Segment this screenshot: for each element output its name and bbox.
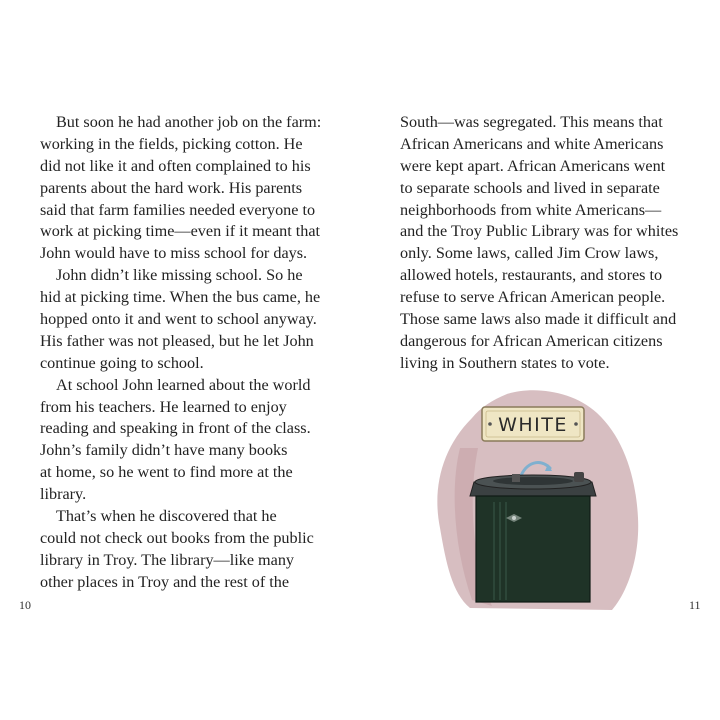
text-line: Those same laws also made it difficult and — [400, 310, 677, 329]
text-line: allowed hotels, restaurants, and stores to — [400, 266, 663, 285]
text-line: hopped onto it and went to school anyway. — [40, 310, 317, 329]
text-line: said that farm families needed everyone to — [40, 200, 316, 219]
text-line: other places in Troy and the rest of the — [40, 572, 290, 591]
text-line: continue going to school. — [40, 353, 204, 372]
text-line: neighborhoods from white Americans— — [400, 200, 662, 219]
text-line: John’s family didn’t have many books — [40, 441, 288, 460]
text-line: South—was segregated. This means that — [400, 113, 663, 131]
text-line: refuse to serve African American people. — [400, 288, 666, 307]
text-line: dangerous for African American citizens — [400, 331, 663, 350]
right-page-text — [400, 112, 690, 375]
sign-label: WHITE — [498, 414, 568, 436]
text-line: library. — [40, 485, 87, 504]
text-line: only. Some laws, called Jim Crow laws, — [400, 244, 659, 263]
text-line: and the Troy Public Library was for whites — [400, 222, 679, 241]
text-line: John didn’t like missing school. So he — [56, 266, 303, 285]
text-line: At school John learned about the world — [56, 375, 311, 394]
text-line: But soon he had another job on the farm: — [56, 113, 322, 131]
text-line: His father was not pleased, but he let John — [40, 331, 314, 350]
white-sign — [482, 407, 584, 441]
text-line: parents about the hard work. His parents — [40, 178, 303, 197]
text-line: from his teachers. He learned to enjoy — [40, 397, 287, 416]
text-line: did not like it and often complained to his — [40, 156, 311, 175]
text-line: work at picking time—even if it meant that — [40, 222, 321, 241]
left-page-number: 10 — [19, 598, 31, 612]
text-line: to separate schools and lived in separate — [400, 178, 660, 197]
left-page-text — [40, 112, 340, 594]
text-line: were kept apart. African Americans went — [400, 156, 666, 175]
text-line: could not check out books from the public — [40, 528, 314, 547]
fountain-body — [476, 496, 590, 602]
right-page-number: 11 — [689, 598, 701, 612]
text-line: library in Troy. The library—like many — [40, 550, 295, 569]
text-line: African Americans and white Americans — [400, 134, 664, 153]
text-line: living in Southern states to vote. — [400, 353, 610, 372]
text-line: John would have to miss school for days. — [40, 244, 308, 263]
text-line: working in the fields, picking cotton. He — [40, 134, 303, 153]
text-line: reading and speaking in front of the class. — [40, 419, 311, 438]
water-fountain-illustration — [412, 378, 650, 610]
text-line: That’s when he discovered that he — [56, 507, 277, 526]
text-line: hid at picking time. When the bus came, he — [40, 288, 321, 307]
text-line: at home, so he went to find more at the — [40, 463, 293, 482]
